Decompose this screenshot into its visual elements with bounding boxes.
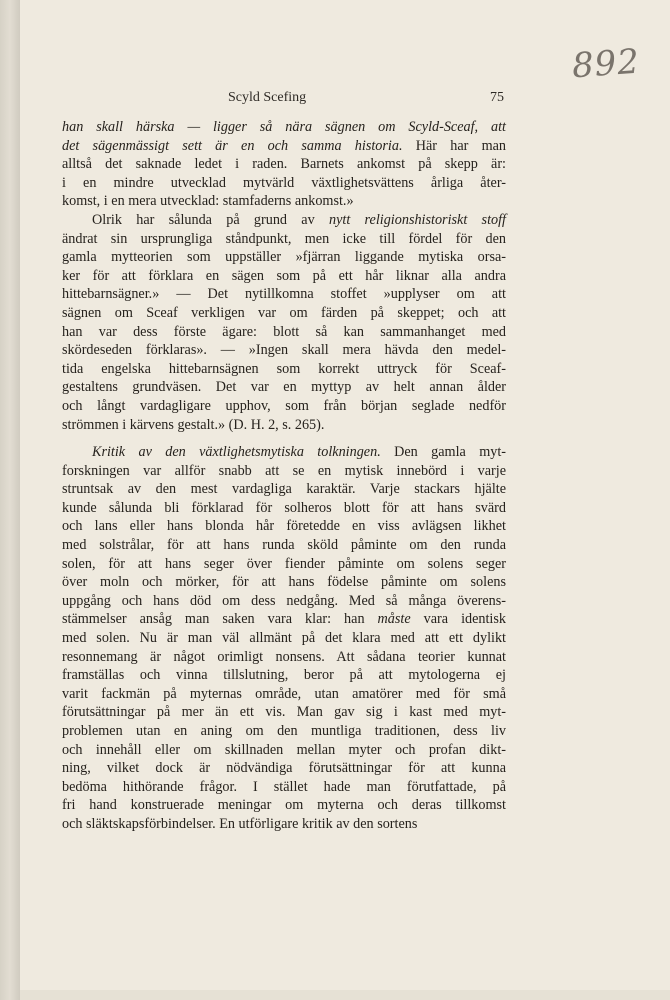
text-line <box>62 443 506 462</box>
book-gutter <box>0 0 21 1000</box>
text-line <box>62 796 506 815</box>
text-segment: struntsak av den mest vardagliga karaktär. Varje stackars hjälte <box>62 481 506 498</box>
text-segment: framställas och vinna tillslutning, beror på att mytologerna ej <box>62 667 506 684</box>
text-segment: bedöma hithörande frågor. I stället hade man förutfattade, på <box>62 778 506 795</box>
text-segment: och långt vardagligare upphov, som från början seglade nedför <box>62 397 506 414</box>
running-head: Scyld Scefing <box>228 90 307 105</box>
text-segment: varit fackmän på myternas område, utan amatörer med för små <box>62 685 506 702</box>
handwritten-page-note: 892 <box>570 41 642 87</box>
italic-text: han skall härska — ligger så nära sägnen om Scyld-Sceaf, att <box>62 119 506 135</box>
text-line <box>62 285 506 304</box>
italic-text: måste <box>377 611 411 628</box>
text-line <box>62 536 506 555</box>
text-line <box>62 722 506 741</box>
text-line <box>62 499 506 518</box>
text-line <box>62 666 506 685</box>
text-segment: och lans eller hans blonda hår företedde en viss avlägsen likhet <box>62 518 506 535</box>
text-line <box>62 304 506 323</box>
text-line <box>62 759 506 778</box>
page-bottom-edge <box>20 990 670 1000</box>
text-segment: förutsättningar på mer än ett vis. Man gav sig i kast med myt- <box>62 704 506 721</box>
text-line <box>62 118 506 137</box>
text-segment: han var dess förste ägare: blott så kan sammanhanget med <box>62 323 506 340</box>
text-segment: och innehåll eller om skillnaden mellan myter och profan dikt- <box>62 741 506 758</box>
text-line <box>62 592 506 611</box>
text-segment: med solstrålar, för att hans runda sköld påminte om den runda <box>62 537 506 554</box>
text-line <box>62 703 506 722</box>
text-segment: gamla mytteorien som uppställer »fjärran liggande mytiska orsa- <box>62 249 506 266</box>
text-segment: Den gamla myt- <box>380 444 506 461</box>
text-segment: Olrik har sålunda på grund av <box>92 211 329 228</box>
text-line <box>62 815 506 834</box>
text-segment: sägnen om Sceaf verkligen var om färden på skeppet; och att <box>62 304 506 321</box>
text-segment: ändrat sin ursprungliga ståndpunkt, men icke till fördel för den <box>62 230 506 247</box>
text-segment: ker för att förklara en sägen som på ett hår liknar alla andra <box>62 267 506 284</box>
text-segment: i en mindre utvecklad mytvärld växtlighetsvättens årliga åter- <box>62 174 506 191</box>
text-line <box>62 397 506 416</box>
text-segment: resonnemang är något orimligt nonsens. Att sådana teorier kunnat <box>62 648 506 665</box>
text-line <box>62 323 506 342</box>
text-line <box>62 341 506 360</box>
text-segment: gestaltens grundväsen. Det var en myttyp av helt annan ålder <box>62 379 506 396</box>
text-line <box>62 778 506 797</box>
text-line <box>62 648 506 667</box>
text-line <box>62 267 506 286</box>
text-line <box>62 230 506 249</box>
text-line <box>62 155 506 174</box>
text-line <box>62 248 506 267</box>
text-line <box>62 360 506 379</box>
text-line <box>62 517 506 536</box>
italic-text: nytt religionshistoriskt stoff <box>328 211 506 228</box>
italic-text: Kritik av den växtlighetsmytiska tolkningen. <box>92 444 381 461</box>
text-segment: strömmen i kärvens gestalt.» (D. H. 2, s. 265). <box>62 416 325 433</box>
text-segment: problemen utan en aning om den muntliga traditionen, dess liv <box>62 723 506 739</box>
text-segment: tida engelska hittebarnsägnen som korrekt uttryck för Sceaf- <box>62 360 506 377</box>
text-segment: stämmelser ansåg man saken vara klar: han <box>62 611 378 628</box>
text-line <box>62 416 506 435</box>
paragraph-gap <box>62 434 506 443</box>
text-segment: komst, i en mera utvecklad: stamfaderns ankomst.» <box>62 193 354 210</box>
text-line <box>62 629 506 648</box>
text-line <box>62 462 506 481</box>
text-line <box>62 192 506 211</box>
text-segment: vara identisk <box>410 611 506 628</box>
paragraph <box>62 443 506 833</box>
text-segment: med solen. Nu är man väl allmänt på det klara med att ett dylikt <box>62 630 506 647</box>
text-line <box>62 573 506 592</box>
text-segment: skördeseden förklaras». — »Ingen skall mera hävda den medel- <box>62 342 506 359</box>
text-line <box>62 741 506 760</box>
text-line <box>62 555 506 574</box>
text-segment: över moln och mörker, för att hans födelse påminte om solens <box>62 574 506 591</box>
text-segment: fri hand konstruerade meningar om myterna och deras tillkomst <box>62 797 506 814</box>
text-line <box>62 685 506 704</box>
text-line <box>62 378 506 397</box>
paragraph <box>62 211 506 434</box>
italic-text: det sägenmässigt sett är en och samma historia. <box>62 137 403 154</box>
text-line <box>62 174 506 193</box>
text-segment: alltså det saknade ledet i raden. Barnets ankomst på skepp är: <box>62 156 506 173</box>
text-segment: kunde sålunda bli förklarad för solheros blott för att hans svärd <box>62 499 506 516</box>
text-line <box>62 480 506 499</box>
text-segment: och släktskapsförbindelser. En utförligare kritik av den sortens <box>62 815 418 832</box>
text-line <box>62 211 506 230</box>
text-line <box>62 610 506 629</box>
text-segment: solen, för att hans seger över fiender påminte om solens seger <box>62 555 506 572</box>
paragraph <box>62 118 506 211</box>
page-number: 75 <box>490 90 504 105</box>
text-segment: uppgång och hans död om dess nedgång. Med så många överens- <box>62 592 506 609</box>
text-segment: forskningen var allför snabb att se en mytisk innebörd i varje <box>62 462 506 479</box>
body-text <box>62 118 506 834</box>
text-segment: hittebarnsägner.» — Det nytillkomna stoffet »upplyser om att <box>62 286 506 303</box>
text-segment: ning, vilket dock är nödvändiga förutsättningar för att kunna <box>62 760 506 777</box>
text-segment: Här har man <box>402 137 506 154</box>
text-line <box>62 137 506 156</box>
